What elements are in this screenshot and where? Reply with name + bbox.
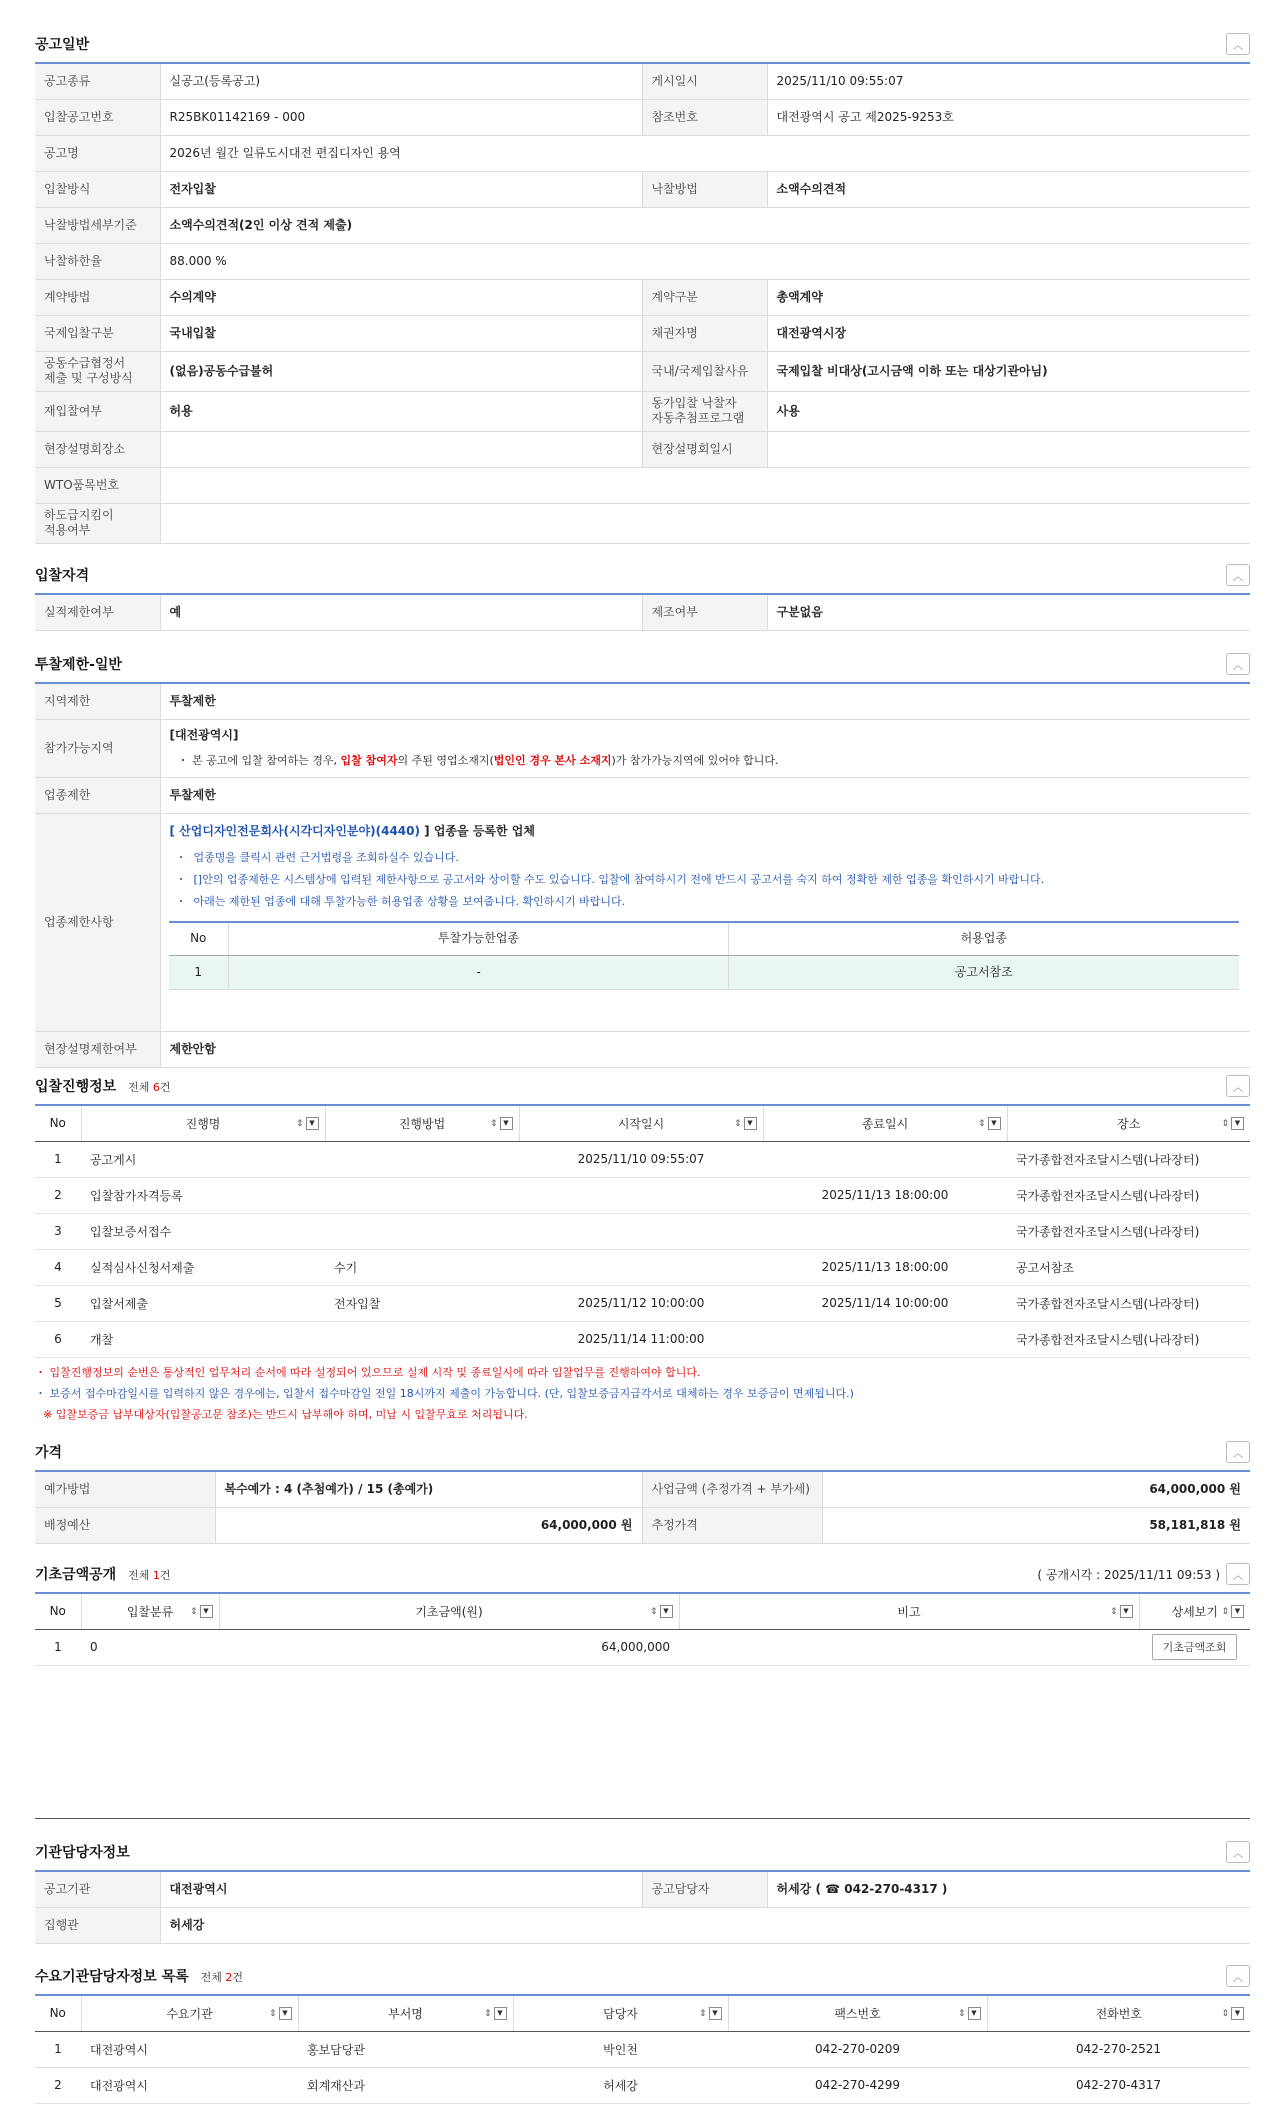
field-label: 공동수급협정서 제출 및 구성방식 [35, 351, 160, 391]
allowed-industry-table [169, 921, 1239, 991]
table-row [35, 315, 1250, 351]
industry-heading: [ 산업디자인전문회사(시각디자인분야)(4440) ] 업종을 등록한 업체 [169, 823, 535, 838]
field-value: 64,000,000 원 [822, 1471, 1250, 1507]
field-value: 대전광역시장 [767, 315, 1250, 351]
field-value: 허용 [160, 391, 642, 431]
industry-note: ・ 업종명을 클릭시 관련 근거법령을 조회하실수 있습니다. [175, 850, 459, 864]
field-label: 입찰공고번호 [35, 99, 160, 135]
section-general [35, 30, 1250, 544]
sort-icon[interactable]: ⇕ ▼ [699, 2007, 722, 2020]
collapse-icon[interactable]: ︿ [1226, 33, 1250, 55]
field-value: 소액수의견적(2인 이상 견적 제출) [160, 207, 1250, 243]
field-label: 채권자명 [642, 315, 767, 351]
field-label: 지역제한 [35, 683, 160, 719]
sort-icon[interactable]: ⇕ ▼ [1221, 1117, 1244, 1130]
chevron-down-icon[interactable]: ▼ [1120, 1605, 1133, 1618]
table-row [35, 63, 1250, 99]
demand-table [35, 1994, 1250, 2104]
column-header[interactable]: 장소 ⇕ ▼ [1007, 1105, 1250, 1141]
table-row [35, 207, 1250, 243]
progress-note: ・ 입찰진행정보의 순번은 통상적인 업무처리 순서에 따라 설정되어 있으므로 실제 시작 및 종료일시에 따라 입찰업무를 진행하여야 합니다. [35, 1365, 701, 1379]
field-label: 국내/국제입찰사유 [642, 351, 767, 391]
table-row: 1 공고게시 2025/11/10 09:55:07 국가종합전자조달시스템(나라장터) [35, 1141, 1250, 1177]
table-row: 4 실적심사신청서제출 수기 2025/11/13 18:00:00 공고서참조 [35, 1249, 1250, 1285]
field-value: 총액계약 [767, 279, 1250, 315]
field-value: 허세강 ( ☎ 042-270-4317 ) [767, 1871, 1250, 1907]
chevron-down-icon[interactable]: ▼ [1231, 1117, 1244, 1130]
field-label: 계약구분 [642, 279, 767, 315]
table-row [35, 467, 1250, 503]
column-header[interactable]: 종료일시 ⇕ ▼ [763, 1105, 1007, 1141]
table-row [35, 431, 1250, 467]
chevron-down-icon[interactable]: ▼ [988, 1117, 1001, 1130]
field-value: (없음)공동수급불허 [160, 351, 642, 391]
field-label: 업종제한사항 [35, 813, 160, 1031]
section-qualification [35, 561, 1250, 631]
total-count: 전체 1건 [128, 1569, 171, 1582]
table-row [35, 503, 1250, 543]
table-row: 1 대전광역시 홍보담당관 박인천 042-270-0209 042-270-2521 [35, 2031, 1250, 2067]
collapse-icon[interactable]: ︿ [1226, 1841, 1250, 1863]
progress-table [35, 1104, 1250, 1358]
sort-icon[interactable]: ⇕ ▼ [296, 1117, 319, 1130]
field-label: 집행관 [35, 1907, 160, 1943]
chevron-down-icon[interactable]: ▼ [1231, 2007, 1244, 2020]
column-header: No [169, 922, 229, 956]
section-title: 공고일반 [35, 37, 90, 53]
qualification-table [35, 593, 1250, 631]
column-header: No [35, 1995, 81, 2031]
field-value: 실공고(등록공고) [160, 63, 642, 99]
field-label: 현장설명회일시 [642, 431, 767, 467]
progress-notes [35, 1362, 1250, 1425]
field-value: 복수예가 : 4 (추첨예가) / 15 (총예가) [215, 1471, 642, 1507]
field-label: 낙찰하한율 [35, 243, 160, 279]
table-row [35, 351, 1250, 391]
sort-icon[interactable]: ⇕ ▼ [1221, 1605, 1244, 1618]
sort-icon[interactable]: ⇕ ▼ [978, 1117, 1001, 1130]
field-value: 예 [160, 594, 642, 630]
field-value: 국제입찰 비대상(고시금액 이하 또는 대상기관아님) [767, 351, 1250, 391]
field-label: 업종제한 [35, 777, 160, 813]
field-label: 배정예산 [35, 1507, 215, 1543]
field-value: 투찰제한 [160, 683, 1250, 719]
chevron-down-icon[interactable]: ▼ [306, 1117, 319, 1130]
field-label: 공고담당자 [642, 1871, 767, 1907]
collapse-icon[interactable]: ︿ [1226, 653, 1250, 675]
chevron-down-icon[interactable]: ▼ [968, 2007, 981, 2020]
field-value: 64,000,000 원 [215, 1507, 642, 1543]
sort-icon[interactable]: ⇕ ▼ [1110, 1605, 1133, 1618]
base-price-table [35, 1592, 1250, 1666]
chevron-down-icon[interactable]: ▼ [494, 2007, 507, 2020]
field-value: 구분없음 [767, 594, 1250, 630]
open-time: ( 공개시각 : 2025/11/11 09:53 ) [1037, 1567, 1220, 1582]
field-label: 공고종류 [35, 63, 160, 99]
chevron-down-icon[interactable]: ▼ [279, 2007, 292, 2020]
column-header: 투찰가능한업종 [229, 922, 729, 956]
industry-link[interactable]: 산업디자인전문회사(시각디자인분야)(4440) [179, 823, 420, 838]
field-label: 낙찰방법세부기준 [35, 207, 160, 243]
field-value: 2025/11/10 09:55:07 [767, 63, 1250, 99]
section-agency [35, 1838, 1250, 1944]
sort-icon[interactable]: ⇕ ▼ [490, 1117, 513, 1130]
column-header[interactable]: 담당자 ⇕ ▼ [513, 1995, 728, 2031]
sort-icon[interactable]: ⇕ ▼ [190, 1605, 213, 1618]
chevron-down-icon[interactable]: ▼ [200, 1605, 213, 1618]
field-label: 제조여부 [642, 594, 767, 630]
field-label: 하도급지킴이 적용여부 [35, 503, 160, 543]
column-header: No [35, 1593, 81, 1629]
section-base-price [35, 1560, 1250, 1666]
agency-table [35, 1870, 1250, 1944]
section-title: 가격 [35, 1445, 63, 1461]
chevron-down-icon[interactable]: ▼ [744, 1117, 757, 1130]
sort-icon[interactable]: ⇕ ▼ [958, 2007, 981, 2020]
chevron-down-icon[interactable]: ▼ [1231, 1605, 1244, 1618]
field-label: 참조번호 [642, 99, 767, 135]
field-value: 58,181,818 원 [822, 1507, 1250, 1543]
table-row: 3 입찰보증서접수 국가종합전자조달시스템(나라장터) [35, 1213, 1250, 1249]
field-label: 추정가격 [642, 1507, 822, 1543]
progress-note: ※ 입찰보증금 납부대상자(입찰공고문 참조)는 반드시 납부해야 하며, 미납 시 입찰무효로 처리됩니다. [43, 1407, 528, 1421]
sort-icon[interactable]: ⇕ ▼ [1221, 2007, 1244, 2020]
field-label: 현장설명회장소 [35, 431, 160, 467]
region-name: [대전광역시] [169, 728, 239, 742]
field-value: 허세강 [160, 1907, 1250, 1943]
section-price [35, 1438, 1250, 1544]
field-value: 사용 [767, 391, 1250, 431]
column-header[interactable]: 진행방법 ⇕ ▼ [325, 1105, 519, 1141]
field-value: 2026년 월간 일류도시대전 편집디자인 용역 [160, 135, 1250, 171]
field-value: 대전광역시 [160, 1871, 642, 1907]
field-value: 국내입찰 [160, 315, 642, 351]
sort-icon[interactable]: ⇕ ▼ [734, 1117, 757, 1130]
field-label: 낙찰방법 [642, 171, 767, 207]
column-header[interactable]: 비고 ⇕ ▼ [679, 1593, 1139, 1629]
section-progress [35, 1072, 1250, 1425]
table-row: 2 대전광역시 회계재산과 허세강 042-270-4299 042-270-4317 [35, 2067, 1250, 2103]
base-price-lookup-button[interactable]: 기초금액조회 [1152, 1634, 1238, 1660]
section-demand [35, 1962, 1250, 2104]
field-value: R25BK01142169 - 000 [160, 99, 642, 135]
field-value: 대전광역시 공고 제2025-9253호 [767, 99, 1250, 135]
column-header[interactable]: 팩스번호 ⇕ ▼ [728, 1995, 987, 2031]
field-label: 예가방법 [35, 1471, 215, 1507]
column-header[interactable]: 진행명 ⇕ ▼ [81, 1105, 325, 1141]
column-header[interactable]: 수요기관 ⇕ ▼ [81, 1995, 298, 2031]
field-value [767, 431, 1250, 467]
collapse-icon[interactable]: ︿ [1226, 1075, 1250, 1097]
field-label: 국제입찰구분 [35, 315, 160, 351]
table-row [35, 135, 1250, 171]
table-row: 2 입찰참가자격등록 2025/11/13 18:00:00 국가종합전자조달시스템(나라장터) [35, 1177, 1250, 1213]
column-header[interactable]: 시작일시 ⇕ ▼ [519, 1105, 763, 1141]
column-header: No [35, 1105, 81, 1141]
field-label: 사업금액 (추정가격 + 부가세) [642, 1471, 822, 1507]
field-value: 투찰제한 [160, 777, 1250, 813]
field-value: 수의계약 [160, 279, 642, 315]
section-title: 입찰자격 [35, 568, 90, 584]
table-row: 6 개찰 2025/11/14 11:00:00 국가종합전자조달시스템(나라장터) [35, 1321, 1250, 1357]
field-label: 입찰방식 [35, 171, 160, 207]
progress-note: ・ 보증서 접수마감일시를 입력하지 않은 경우에는, 입찰서 접수마감일 전일 18시까지 제출이 가능합니다. (단, 입찰보증금지급각서로 대체하는 경우 보증금이 면제됩니다.) [35, 1386, 854, 1400]
field-label: WTO품목번호 [35, 467, 160, 503]
collapse-icon[interactable]: ︿ [1226, 564, 1250, 586]
chevron-down-icon[interactable]: ▼ [660, 1605, 673, 1618]
table-row [35, 391, 1250, 431]
table-row: 1 - 공고서참조 [169, 956, 1239, 990]
section-title: 기초금액공개 [35, 1567, 117, 1583]
field-label: 공고명 [35, 135, 160, 171]
field-label: 동가입찰 낙찰자 자동추첨프로그램 [642, 391, 767, 431]
field-value [160, 503, 1250, 543]
collapse-icon[interactable]: ︿ [1226, 1965, 1250, 1987]
column-header[interactable]: 전화번호 ⇕ ▼ [987, 1995, 1250, 2031]
field-value [160, 467, 1250, 503]
column-header[interactable]: 상세보기 ⇕ ▼ [1139, 1593, 1250, 1629]
table-row [35, 243, 1250, 279]
table-row [35, 171, 1250, 207]
field-label: 재입찰여부 [35, 391, 160, 431]
total-count: 전체 6건 [128, 1081, 171, 1094]
industry-notes [170, 847, 1242, 913]
column-header[interactable]: 부서명 ⇕ ▼ [298, 1995, 513, 2031]
table-row: 1 0 64,000,000 기초금액조회 [35, 1629, 1250, 1665]
field-label: 게시일시 [642, 63, 767, 99]
sort-icon[interactable]: ⇕ ▼ [650, 1605, 673, 1618]
table-row [35, 279, 1250, 315]
total-count: 전체 2건 [200, 1971, 244, 1984]
field-value: 전자입찰 [160, 171, 642, 207]
field-label: 계약방법 [35, 279, 160, 315]
sort-icon[interactable]: ⇕ ▼ [269, 2007, 292, 2020]
column-header: 허용업종 [729, 922, 1239, 956]
section-bid-limit [35, 650, 1250, 1068]
industry-note: ・ []안의 업종제한은 시스템상에 입력된 제한사항으로 공고서와 상이할 수도 있습니다. 입찰에 참여하시기 전에 반드시 공고서를 숙지 하여 정확한 제한 업종을 확인하시기 바랍니다. [175, 872, 1045, 886]
column-header[interactable]: 기초금액(원) ⇕ ▼ [219, 1593, 679, 1629]
chevron-down-icon[interactable]: ▼ [709, 2007, 722, 2020]
general-table [35, 62, 1250, 544]
column-header[interactable]: 입찰분류 ⇕ ▼ [81, 1593, 219, 1629]
section-title: 투찰제한-일반 [35, 657, 122, 673]
industry-note: ・ 아래는 제한된 업종에 대해 투찰가능한 허용업종 상황을 보여줍니다. 확인하시기 바랍니다. [175, 894, 626, 908]
chevron-down-icon[interactable]: ▼ [500, 1117, 513, 1130]
field-label: 참가가능지역 [35, 719, 160, 777]
field-value [160, 431, 642, 467]
field-value: 소액수의견적 [767, 171, 1250, 207]
collapse-icon[interactable]: ︿ [1226, 1563, 1250, 1585]
region-note: ・ 본 공고에 입찰 참여하는 경우, 입찰 참여자의 주된 영업소재지(법인인 경우 본사 소재지)가 참가가능지역에 있어야 합니다. [177, 754, 779, 767]
sort-icon[interactable]: ⇕ ▼ [484, 2007, 507, 2020]
field-label: 공고기관 [35, 1871, 160, 1907]
collapse-icon[interactable]: ︿ [1226, 1441, 1250, 1463]
section-title: 입찰진행정보 [35, 1079, 117, 1095]
table-row [35, 99, 1250, 135]
section-title: 수요기관담당자정보 목록 [35, 1969, 189, 1985]
table-row: 5 입찰서제출 전자입찰 2025/11/12 10:00:00 2025/11/14 10:00:00 국가종합전자조달시스템(나라장터) [35, 1285, 1250, 1321]
field-label: 현장설명제한여부 [35, 1031, 160, 1067]
field-value: 88.000 % [160, 243, 1250, 279]
divider [35, 1818, 1250, 1819]
price-table [35, 1470, 1250, 1544]
field-value: 제한안함 [160, 1031, 1250, 1067]
section-title: 기관담당자정보 [35, 1845, 130, 1861]
field-label: 실적제한여부 [35, 594, 160, 630]
bid-limit-table [35, 682, 1250, 1068]
